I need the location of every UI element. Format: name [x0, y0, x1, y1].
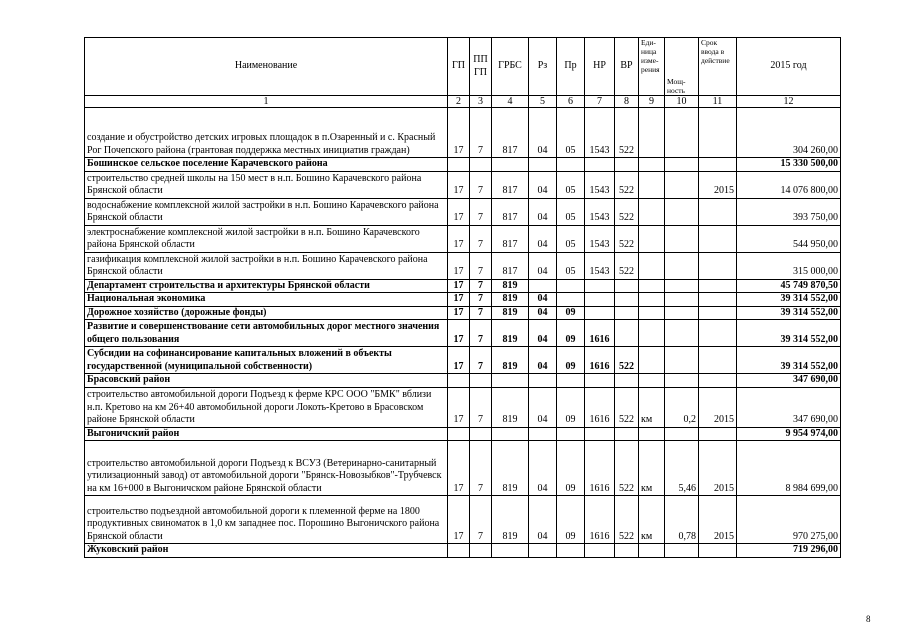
- cell-power: [665, 427, 699, 441]
- cell-gp: 17: [448, 496, 470, 544]
- cell-unit: км: [639, 441, 665, 496]
- cell-amount: 304 260,00: [737, 108, 841, 158]
- column-number: 10: [665, 96, 699, 108]
- cell-grbs: 819: [492, 441, 529, 496]
- column-number: 12: [737, 96, 841, 108]
- cell-vr: [615, 427, 639, 441]
- cell-pr: [557, 158, 585, 172]
- header-nr: НР: [585, 38, 615, 96]
- cell-name: Бошинское сельское поселение Карачевского района: [85, 158, 448, 172]
- column-number: 5: [529, 96, 557, 108]
- column-number: 1: [85, 96, 448, 108]
- cell-amount: 347 690,00: [737, 374, 841, 388]
- cell-name: Развитие и совершенствование сети автомобильных дорог местного значения общего пользования: [85, 320, 448, 347]
- cell-pr: [557, 279, 585, 293]
- column-number: 2: [448, 96, 470, 108]
- header-gp: ГП: [448, 38, 470, 96]
- cell-vr: [615, 293, 639, 307]
- cell-ppgp: [470, 544, 492, 558]
- cell-grbs: 817: [492, 225, 529, 252]
- cell-name: Департамент строительства и архитектуры Брянской области: [85, 279, 448, 293]
- cell-power: [665, 225, 699, 252]
- cell-deadline: [699, 108, 737, 158]
- cell-amount: 8 984 699,00: [737, 441, 841, 496]
- page-number: 8: [866, 614, 871, 624]
- cell-nr: 1616: [585, 496, 615, 544]
- cell-rz: 04: [529, 225, 557, 252]
- cell-ppgp: 7: [470, 387, 492, 427]
- cell-pr: [557, 293, 585, 307]
- cell-name: Жуковский район: [85, 544, 448, 558]
- cell-nr: [585, 158, 615, 172]
- cell-rz: [529, 427, 557, 441]
- cell-power: [665, 544, 699, 558]
- cell-deadline: 2015: [699, 171, 737, 198]
- cell-unit: [639, 225, 665, 252]
- cell-pr: 05: [557, 252, 585, 279]
- cell-name: электроснабжение комплексной жилой застройки в н.п. Бошино Карачевского района Брянской области: [85, 225, 448, 252]
- cell-gp: [448, 374, 470, 388]
- cell-nr: 1616: [585, 441, 615, 496]
- cell-unit: [639, 306, 665, 320]
- cell-rz: [529, 279, 557, 293]
- cell-power: [665, 293, 699, 307]
- cell-nr: [585, 293, 615, 307]
- table-row: [85, 544, 841, 558]
- cell-nr: 1543: [585, 171, 615, 198]
- cell-ppgp: 7: [470, 306, 492, 320]
- cell-pr: [557, 374, 585, 388]
- cell-deadline: [699, 198, 737, 225]
- column-number: 8: [615, 96, 639, 108]
- cell-ppgp: 7: [470, 347, 492, 374]
- cell-grbs: [492, 374, 529, 388]
- cell-unit: [639, 252, 665, 279]
- cell-power: 0,2: [665, 387, 699, 427]
- cell-gp: 17: [448, 252, 470, 279]
- cell-vr: 522: [615, 171, 639, 198]
- cell-name: строительство автомобильной дороги Подъезд к ферме КРС ООО "БМК" вблизи н.п. Кретово на км 26+40 автомобильной дороги Локоть-Кретово в Брасовском районе Брянской области: [85, 387, 448, 427]
- header-ppgp: ПП ГП: [470, 38, 492, 96]
- cell-power: [665, 320, 699, 347]
- cell-unit: [639, 158, 665, 172]
- cell-amount: 347 690,00: [737, 387, 841, 427]
- cell-nr: 1616: [585, 320, 615, 347]
- cell-deadline: [699, 306, 737, 320]
- cell-amount: 315 000,00: [737, 252, 841, 279]
- table-row: [85, 320, 841, 347]
- cell-rz: [529, 544, 557, 558]
- cell-pr: 05: [557, 198, 585, 225]
- cell-gp: 17: [448, 347, 470, 374]
- cell-amount: 15 330 500,00: [737, 158, 841, 172]
- column-number: 4: [492, 96, 529, 108]
- cell-name: газификация комплексной жилой застройки в н.п. Бошино Карачевского района Брянской области: [85, 252, 448, 279]
- cell-grbs: [492, 544, 529, 558]
- cell-unit: [639, 108, 665, 158]
- cell-unit: [639, 293, 665, 307]
- cell-deadline: [699, 293, 737, 307]
- cell-gp: [448, 544, 470, 558]
- cell-gp: 17: [448, 320, 470, 347]
- cell-amount: 719 296,00: [737, 544, 841, 558]
- header-row: [85, 38, 841, 96]
- column-number: 6: [557, 96, 585, 108]
- budget-table: [84, 37, 841, 558]
- table-row: [85, 441, 841, 496]
- cell-nr: 1543: [585, 252, 615, 279]
- table-row: [85, 252, 841, 279]
- cell-deadline: [699, 347, 737, 374]
- cell-ppgp: 7: [470, 171, 492, 198]
- cell-grbs: 819: [492, 306, 529, 320]
- cell-pr: 09: [557, 387, 585, 427]
- cell-name: Субсидии на софинансирование капитальных вложений в объекты государственной (муниципальной собственности): [85, 347, 448, 374]
- cell-unit: [639, 347, 665, 374]
- cell-unit: [639, 279, 665, 293]
- cell-deadline: [699, 320, 737, 347]
- cell-nr: [585, 427, 615, 441]
- cell-amount: 39 314 552,00: [737, 347, 841, 374]
- cell-ppgp: 7: [470, 293, 492, 307]
- header-name: Наименование: [85, 38, 448, 96]
- cell-power: [665, 347, 699, 374]
- header-year: 2015 год: [737, 38, 841, 96]
- cell-vr: 522: [615, 496, 639, 544]
- cell-name: Дорожное хозяйство (дорожные фонды): [85, 306, 448, 320]
- cell-unit: [639, 374, 665, 388]
- cell-ppgp: 7: [470, 252, 492, 279]
- cell-gp: 17: [448, 198, 470, 225]
- table-row: [85, 347, 841, 374]
- cell-name: строительство подъездной автомобильной дороги к племенной ферме на 1800 продуктивных свиноматок в 1,0 км западнее пос. Порошино Выгоничского района Брянской области: [85, 496, 448, 544]
- column-number: 9: [639, 96, 665, 108]
- cell-pr: 09: [557, 496, 585, 544]
- cell-nr: 1543: [585, 198, 615, 225]
- cell-gp: [448, 158, 470, 172]
- cell-vr: [615, 306, 639, 320]
- cell-deadline: [699, 158, 737, 172]
- cell-ppgp: 7: [470, 496, 492, 544]
- cell-unit: [639, 320, 665, 347]
- cell-gp: 17: [448, 306, 470, 320]
- cell-ppgp: [470, 374, 492, 388]
- cell-unit: км: [639, 387, 665, 427]
- cell-power: [665, 171, 699, 198]
- table-row: [85, 427, 841, 441]
- cell-grbs: 819: [492, 387, 529, 427]
- header-pr: Пр: [557, 38, 585, 96]
- cell-grbs: 817: [492, 108, 529, 158]
- cell-power: [665, 158, 699, 172]
- cell-power: [665, 252, 699, 279]
- cell-rz: 04: [529, 496, 557, 544]
- table-body: [85, 108, 841, 558]
- cell-grbs: 819: [492, 293, 529, 307]
- cell-nr: 1616: [585, 347, 615, 374]
- cell-deadline: [699, 279, 737, 293]
- cell-pr: [557, 544, 585, 558]
- cell-unit: [639, 171, 665, 198]
- cell-amount: 39 314 552,00: [737, 306, 841, 320]
- cell-gp: 17: [448, 279, 470, 293]
- column-number: 7: [585, 96, 615, 108]
- cell-name: создание и обустройство детских игровых площадок в п.Озаренный и с. Красный Рог Почепского района (грантовая поддержка местных инициатив граждан): [85, 108, 448, 158]
- cell-pr: 05: [557, 108, 585, 158]
- cell-ppgp: [470, 158, 492, 172]
- cell-vr: [615, 374, 639, 388]
- cell-name: строительство средней школы на 150 мест в н.п. Бошино Карачевского района Брянской области: [85, 171, 448, 198]
- cell-name: Брасовский район: [85, 374, 448, 388]
- cell-vr: [615, 158, 639, 172]
- table-row: [85, 198, 841, 225]
- table-row: [85, 108, 841, 158]
- cell-nr: [585, 306, 615, 320]
- cell-pr: 09: [557, 320, 585, 347]
- cell-grbs: 819: [492, 347, 529, 374]
- cell-gp: 17: [448, 441, 470, 496]
- cell-ppgp: 7: [470, 108, 492, 158]
- column-number: 11: [699, 96, 737, 108]
- cell-pr: 09: [557, 347, 585, 374]
- cell-unit: [639, 544, 665, 558]
- cell-name: Национальная экономика: [85, 293, 448, 307]
- cell-gp: [448, 427, 470, 441]
- cell-vr: [615, 279, 639, 293]
- cell-vr: [615, 544, 639, 558]
- cell-amount: 544 950,00: [737, 225, 841, 252]
- cell-nr: 1616: [585, 387, 615, 427]
- header-grbs: ГРБС: [492, 38, 529, 96]
- cell-deadline: 2015: [699, 441, 737, 496]
- header-rz: Рз: [529, 38, 557, 96]
- cell-gp: 17: [448, 108, 470, 158]
- cell-rz: 04: [529, 387, 557, 427]
- header-deadline: Срок ввода в действие: [699, 38, 737, 96]
- cell-pr: 09: [557, 441, 585, 496]
- cell-power: 5,46: [665, 441, 699, 496]
- cell-vr: [615, 320, 639, 347]
- cell-vr: 522: [615, 441, 639, 496]
- cell-deadline: [699, 374, 737, 388]
- cell-amount: 970 275,00: [737, 496, 841, 544]
- cell-ppgp: 7: [470, 441, 492, 496]
- cell-rz: 04: [529, 198, 557, 225]
- cell-unit: [639, 427, 665, 441]
- cell-rz: 04: [529, 108, 557, 158]
- cell-power: [665, 198, 699, 225]
- table-row: [85, 279, 841, 293]
- cell-nr: [585, 374, 615, 388]
- cell-gp: 17: [448, 387, 470, 427]
- cell-ppgp: 7: [470, 225, 492, 252]
- cell-vr: 522: [615, 252, 639, 279]
- cell-amount: 14 076 800,00: [737, 171, 841, 198]
- cell-amount: 393 750,00: [737, 198, 841, 225]
- table-row: [85, 306, 841, 320]
- cell-vr: 522: [615, 225, 639, 252]
- cell-amount: 39 314 552,00: [737, 320, 841, 347]
- table-row: [85, 387, 841, 427]
- cell-grbs: 817: [492, 171, 529, 198]
- cell-vr: 522: [615, 347, 639, 374]
- column-number-row: [85, 96, 841, 108]
- cell-ppgp: 7: [470, 320, 492, 347]
- cell-grbs: 817: [492, 252, 529, 279]
- cell-pr: 05: [557, 171, 585, 198]
- cell-gp: 17: [448, 171, 470, 198]
- cell-gp: 17: [448, 293, 470, 307]
- header-unit: Еди-ница изме-рения: [639, 38, 665, 96]
- table-row: [85, 293, 841, 307]
- cell-nr: 1543: [585, 108, 615, 158]
- cell-pr: [557, 427, 585, 441]
- cell-grbs: 819: [492, 279, 529, 293]
- cell-power: [665, 108, 699, 158]
- cell-grbs: 819: [492, 320, 529, 347]
- cell-grbs: [492, 158, 529, 172]
- table-row: [85, 171, 841, 198]
- table-row: [85, 374, 841, 388]
- cell-nr: [585, 544, 615, 558]
- cell-gp: 17: [448, 225, 470, 252]
- cell-rz: 04: [529, 320, 557, 347]
- cell-deadline: [699, 427, 737, 441]
- cell-nr: [585, 279, 615, 293]
- header-power: Мощ-ность: [665, 38, 699, 96]
- cell-rz: 04: [529, 347, 557, 374]
- table-row: [85, 496, 841, 544]
- cell-pr: 09: [557, 306, 585, 320]
- cell-name: водоснабжение комплексной жилой застройки в н.п. Бошино Карачевского района Брянской области: [85, 198, 448, 225]
- column-number: 3: [470, 96, 492, 108]
- cell-deadline: [699, 225, 737, 252]
- cell-name: Выгоничский район: [85, 427, 448, 441]
- cell-rz: 04: [529, 293, 557, 307]
- table-row: [85, 158, 841, 172]
- cell-ppgp: [470, 427, 492, 441]
- cell-deadline: [699, 544, 737, 558]
- cell-vr: 522: [615, 108, 639, 158]
- header-vr: ВР: [615, 38, 639, 96]
- cell-amount: 9 954 974,00: [737, 427, 841, 441]
- table-row: [85, 225, 841, 252]
- cell-unit: км: [639, 496, 665, 544]
- cell-amount: 39 314 552,00: [737, 293, 841, 307]
- cell-name: строительство автомобильной дороги Подъезд к ВСУЗ (Ветеринарно-санитарный утилизационный завод) от автомобильной дороги "Брянск-Новозыбков"-Трубчевск на км 16+000 в Выгоничском районе Брянской области: [85, 441, 448, 496]
- cell-unit: [639, 198, 665, 225]
- cell-deadline: [699, 252, 737, 279]
- cell-power: 0,78: [665, 496, 699, 544]
- cell-power: [665, 279, 699, 293]
- cell-grbs: [492, 427, 529, 441]
- cell-grbs: 817: [492, 198, 529, 225]
- cell-rz: 04: [529, 252, 557, 279]
- cell-vr: 522: [615, 387, 639, 427]
- cell-rz: [529, 374, 557, 388]
- cell-vr: 522: [615, 198, 639, 225]
- cell-grbs: 819: [492, 496, 529, 544]
- cell-ppgp: 7: [470, 279, 492, 293]
- cell-power: [665, 306, 699, 320]
- cell-deadline: 2015: [699, 496, 737, 544]
- cell-nr: 1543: [585, 225, 615, 252]
- cell-pr: 05: [557, 225, 585, 252]
- cell-rz: [529, 158, 557, 172]
- cell-deadline: 2015: [699, 387, 737, 427]
- cell-rz: 04: [529, 441, 557, 496]
- cell-rz: 04: [529, 171, 557, 198]
- cell-rz: 04: [529, 306, 557, 320]
- cell-power: [665, 374, 699, 388]
- cell-amount: 45 749 870,50: [737, 279, 841, 293]
- cell-ppgp: 7: [470, 198, 492, 225]
